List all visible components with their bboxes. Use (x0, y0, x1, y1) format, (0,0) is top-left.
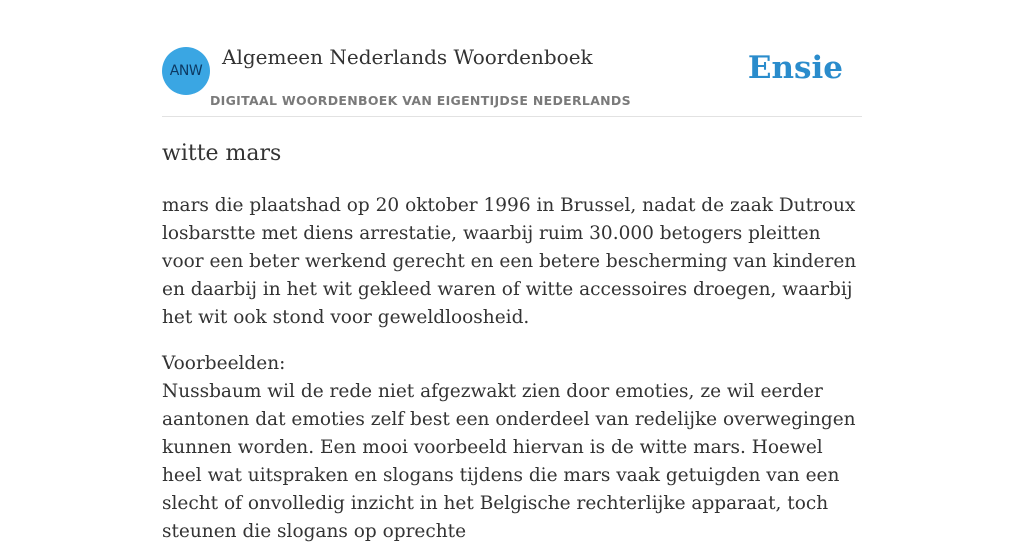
logo-text: ANW (169, 63, 203, 79)
site-header (162, 0, 862, 117)
site-subtitle: DIGITAAL WOORDENBOEK VAN EIGENTIJDSE NEDERLANDS (210, 93, 631, 108)
example-text: Nussbaum wil de rede niet afgezwakt zien door emoties, ze wil eerder aantonen dat emoties zelf best een onderdeel van redelijke overwegingen kunnen worden. Een mooi voorbeeld hiervan is de witte mars. Hoewel heel wat uitspraken en slogans tijdens die mars vaak getuigden van een slecht of onvolledig inzicht in het Belgische rechterlijke apparaat, toch steunen die slogans op oprechte (162, 381, 856, 542)
site-title[interactable]: Algemeen Nederlands Woordenboek (222, 45, 593, 69)
entry-examples (162, 350, 862, 546)
entry-definition: mars die plaatshad op 20 oktober 1996 in Brussel, nadat de zaak Dutroux losbarstte met diens arrestatie, waarbij ruim 30.000 betogers pleitten voor een beter werkend gerecht en een betere bescherming van kinderen en daarbij in het wit gekleed waren of witte accessoires droegen, waarbij het wit ook stond voor geweldloosheid. (162, 195, 857, 328)
entry-term: witte mars (162, 141, 282, 166)
examples-label: Voorbeelden: (162, 353, 286, 374)
entry-content (162, 138, 862, 546)
ensie-brand-link[interactable]: Ensie (747, 50, 843, 86)
anw-logo[interactable] (162, 47, 210, 95)
